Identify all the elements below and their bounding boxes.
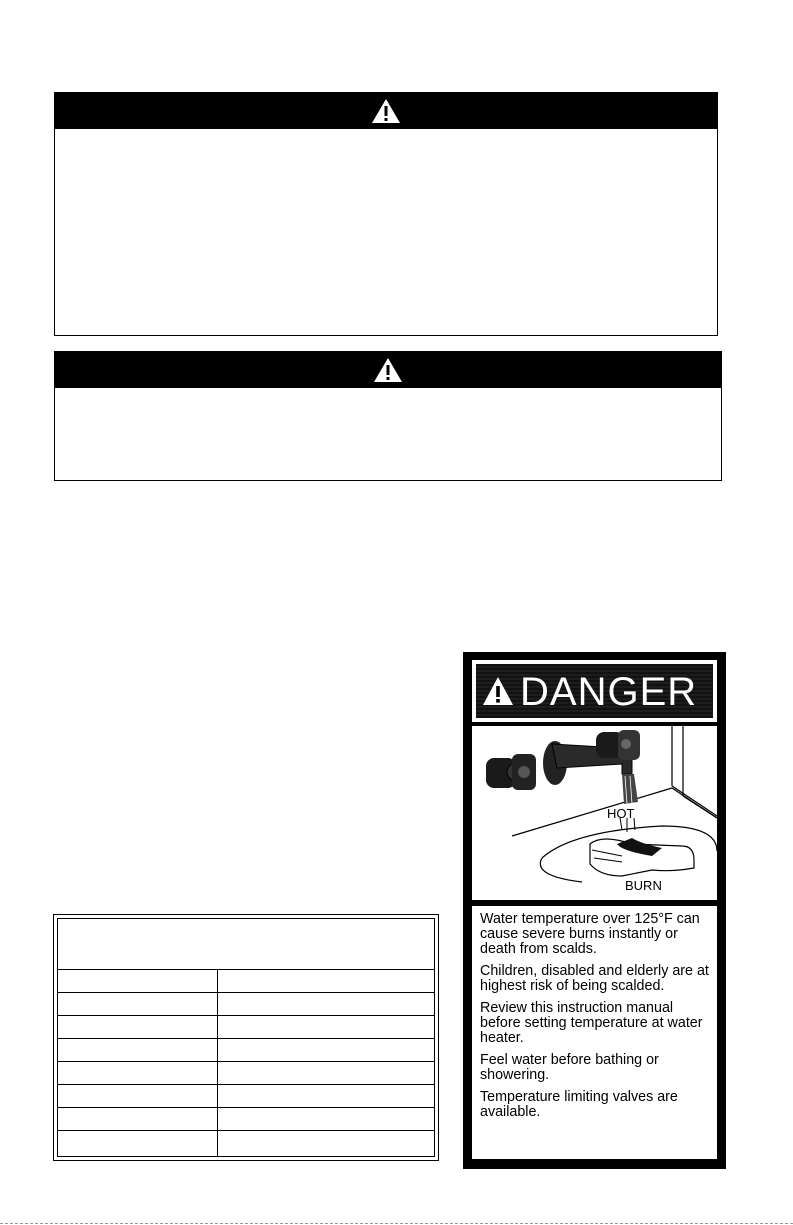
table-row <box>58 1061 434 1062</box>
danger-message-1: Water temperature over 125°F can cause severe burns instantly or death from scalds. <box>480 911 700 957</box>
danger-label <box>463 652 726 1169</box>
danger-title: DANGER <box>520 670 698 714</box>
danger-message-5: Temperature limiting valves are available. <box>480 1089 678 1120</box>
danger-text-area <box>472 906 717 1159</box>
faucet-illustration <box>472 726 717 900</box>
danger-title-area <box>472 660 717 722</box>
bottom-rule <box>0 1223 793 1224</box>
danger-triangle-icon <box>482 676 514 706</box>
table-row <box>58 1084 434 1085</box>
danger-message-2: Children, disabled and elderly are at highest risk of being scalded. <box>480 963 709 994</box>
table-row <box>58 1107 434 1108</box>
danger-message-3: Review this instruction manual before setting temperature at water heater. <box>480 1000 703 1046</box>
table-row <box>58 992 434 993</box>
danger-title-band <box>476 664 713 718</box>
warning-header-1 <box>55 93 717 129</box>
table-column-divider <box>217 969 218 1156</box>
table-row <box>58 1038 434 1039</box>
danger-message-4: Feel water before bathing or showering. <box>480 1052 659 1083</box>
burn-label: BURN <box>625 878 662 893</box>
warning-triangle-icon <box>371 98 401 124</box>
warning-box-2 <box>54 351 722 481</box>
table-row <box>58 1015 434 1016</box>
hot-label: HOT <box>607 806 635 821</box>
temperature-table-inner <box>57 918 435 1157</box>
faucet-burn-image <box>472 726 717 900</box>
warning-box-1 <box>54 92 718 336</box>
temperature-table <box>53 914 439 1161</box>
table-row <box>58 1130 434 1131</box>
warning-header-2 <box>55 352 721 388</box>
table-row <box>58 969 434 970</box>
warning-triangle-icon <box>373 357 403 383</box>
